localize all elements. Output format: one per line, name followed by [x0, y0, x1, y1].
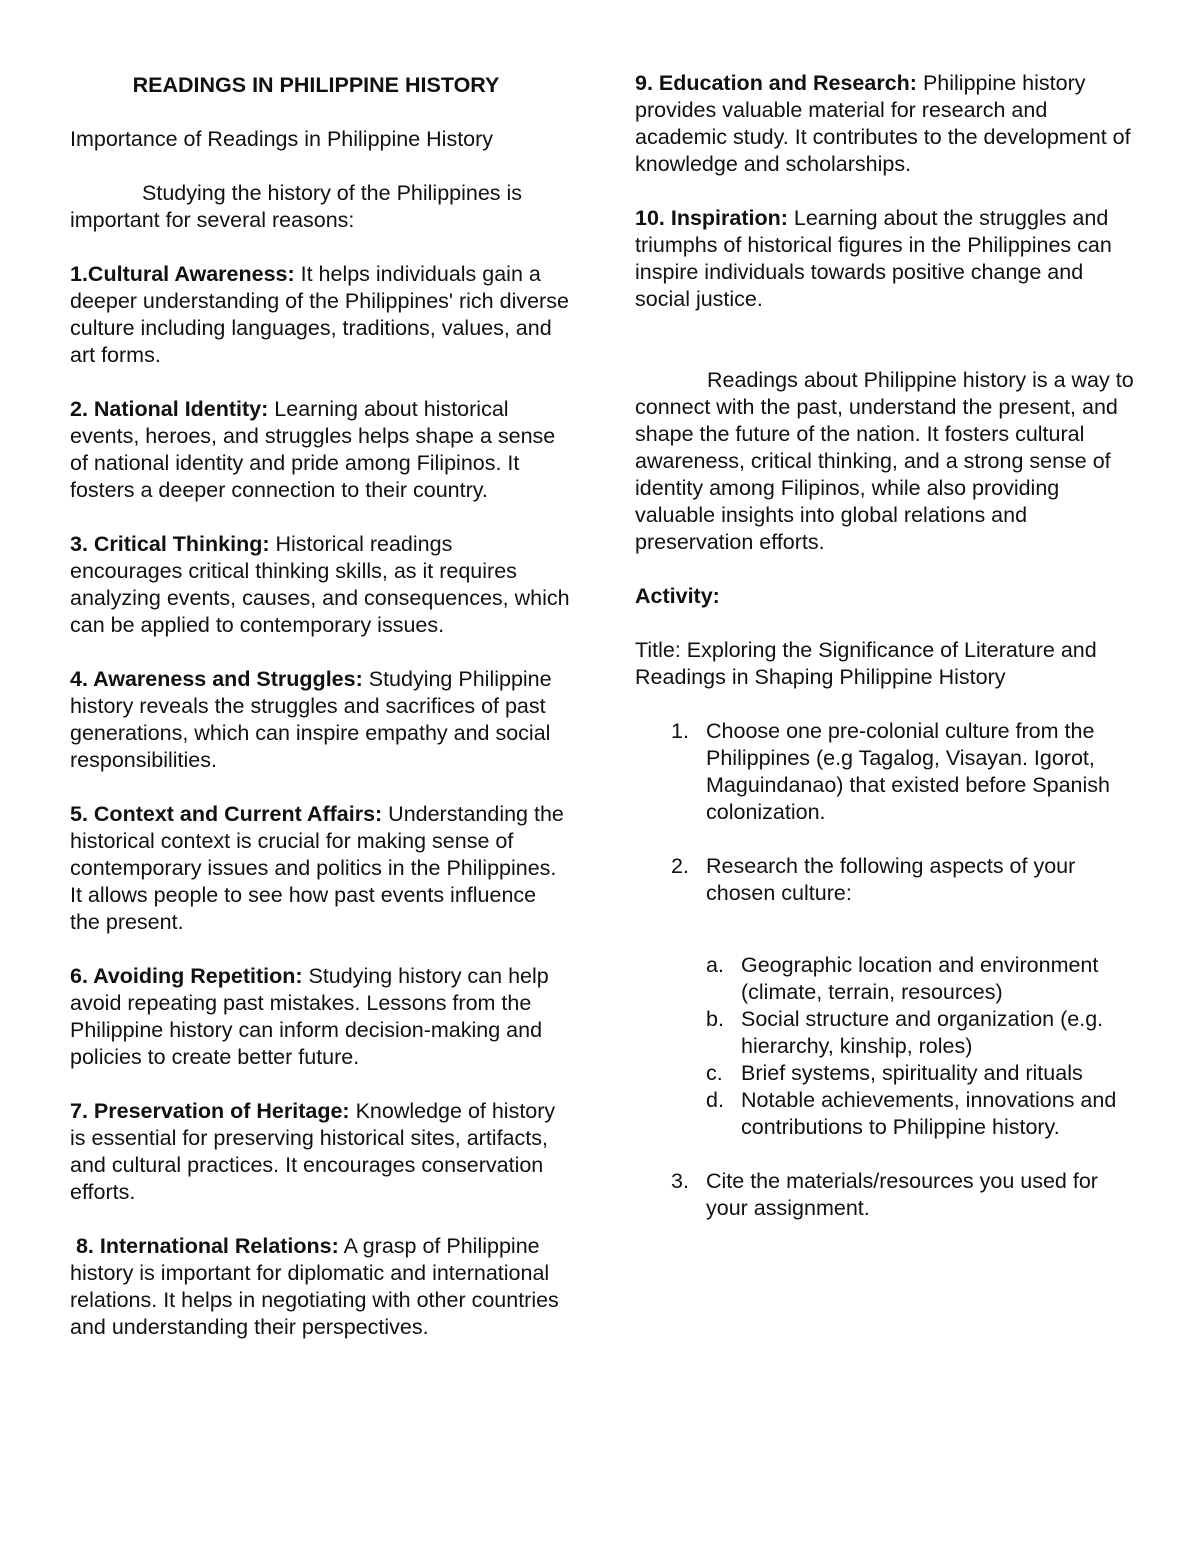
reason-critical-thinking: [70, 531, 570, 639]
reason-term: 7. Preservation of Heritage:: [70, 1099, 350, 1123]
step-number: 1.: [671, 719, 689, 743]
reason-context-current-affairs: [70, 801, 570, 936]
reason-text: It helps individuals gain a deeper understanding of the Philippines' rich diverse culture including languages, traditions, values, and art forms.: [70, 262, 569, 367]
reason-text: Historical readings encourages critical thinking skills, as it requires analyzing events, causes, and consequences, which can be applied to contemporary issues.: [70, 532, 570, 637]
reason-national-identity: [70, 396, 570, 504]
aspect-text: Geographic location and environment (climate, terrain, resources): [741, 953, 1099, 1004]
right-column: [635, 70, 1140, 1222]
activity-steps: [635, 718, 1140, 1222]
reason-term: 6. Avoiding Repetition:: [70, 964, 303, 988]
conclusion-paragraph: Readings about Philippine history is a way to connect with the past, understand the present, and shape the future of the nation. It fosters cultural awareness, critical thinking, and a strong sense of identity among Filipinos, while also providing valuable insights into global relations and preservation efforts.: [635, 368, 1134, 554]
reason-term: 9. Education and Research:: [635, 71, 917, 95]
reason-text: Studying Philippine history reveals the struggles and sacrifices of past generations, which can inspire empathy and social responsibilities.: [70, 667, 552, 772]
document-title: READINGS IN PHILIPPINE HISTORY: [132, 73, 500, 97]
aspect-text: Notable achievements, innovations and contributions to Philippine history.: [741, 1088, 1117, 1139]
reason-term: 4. Awareness and Struggles:: [70, 667, 363, 691]
aspect-letter: b.: [706, 1007, 724, 1031]
reason-term: 8. International Relations:: [70, 1234, 339, 1258]
aspect-letter: d.: [706, 1088, 724, 1112]
reason-text: Learning about the struggles and triumphs of historical figures in the Philippines can inspire individuals towards positive change and social justice.: [635, 206, 1112, 311]
reason-inspiration: [635, 205, 1140, 313]
reason-term: 5. Context and Current Affairs:: [70, 802, 383, 826]
reason-term: 1.Cultural Awareness:: [70, 262, 295, 286]
activity-heading: Activity:: [635, 584, 720, 608]
aspect-letter: a.: [706, 953, 724, 977]
document-subtitle: Importance of Readings in Philippine History: [70, 127, 494, 151]
step-number: 3.: [671, 1169, 689, 1193]
reason-text: Knowledge of history is essential for preserving historical sites, artifacts, and cultural practices. It encourages conservation efforts.: [70, 1099, 556, 1204]
step-number: 2.: [671, 854, 689, 878]
aspect-item: [635, 1087, 1140, 1141]
aspect-letter: c.: [706, 1061, 723, 1085]
reason-text: Learning about historical events, heroes, and struggles helps shape a sense of national identity and pride among Filipinos. It fosters a deeper connection to their country.: [70, 397, 556, 502]
reason-avoiding-repetition: [70, 963, 570, 1071]
step-text: Research the following aspects of your chosen culture:: [706, 854, 1076, 905]
reason-awareness-struggles: [70, 666, 570, 774]
left-column: [70, 70, 570, 1341]
activity-step: [635, 1168, 1140, 1222]
reason-cultural-awareness: [70, 261, 570, 369]
reason-text: A grasp of Philippine history is important for diplomatic and international relations. It helps in negotiating with other countries and understanding their perspectives.: [70, 1234, 559, 1339]
reason-term: 3. Critical Thinking:: [70, 532, 270, 556]
intro-paragraph: Studying the history of the Philippines is important for several reasons:: [70, 181, 523, 232]
reason-text: Understanding the historical context is crucial for making sense of contemporary issues and politics in the Philippines. It allows people to see how past events influence the present.: [70, 802, 564, 934]
step-text: Cite the materials/resources you used for your assignment.: [706, 1169, 1098, 1220]
activity-step: [635, 853, 1140, 1141]
reason-text: Studying history can help avoid repeating past mistakes. Lessons from the Philippine history can inform decision-making and policies to create better future.: [70, 964, 549, 1069]
activity-title: Title: Exploring the Significance of Literature and Readings in Shaping Philippine History: [635, 638, 1097, 689]
reason-text: Philippine history provides valuable material for research and academic study. It contributes to the development of knowledge and scholarships.: [635, 71, 1131, 176]
reason-term: 2. National Identity:: [70, 397, 269, 421]
step-text: Choose one pre-colonial culture from the Philippines (e.g Tagalog, Visayan. Igorot, Maguindanao) that existed before Spanish colonization.: [706, 719, 1110, 824]
aspect-item: [635, 952, 1140, 1006]
aspects-list: [635, 952, 1140, 1141]
aspect-text: Brief systems, spirituality and rituals: [741, 1061, 1083, 1085]
reason-preservation-heritage: [70, 1098, 570, 1206]
reason-education-research: [635, 70, 1140, 178]
reason-international-relations: [70, 1233, 570, 1341]
reason-term: 10. Inspiration:: [635, 206, 788, 230]
aspect-item: [635, 1006, 1140, 1060]
activity-step: [635, 718, 1140, 826]
aspect-item: [635, 1060, 1140, 1087]
aspect-text: Social structure and organization (e.g. hierarchy, kinship, roles): [741, 1007, 1104, 1058]
